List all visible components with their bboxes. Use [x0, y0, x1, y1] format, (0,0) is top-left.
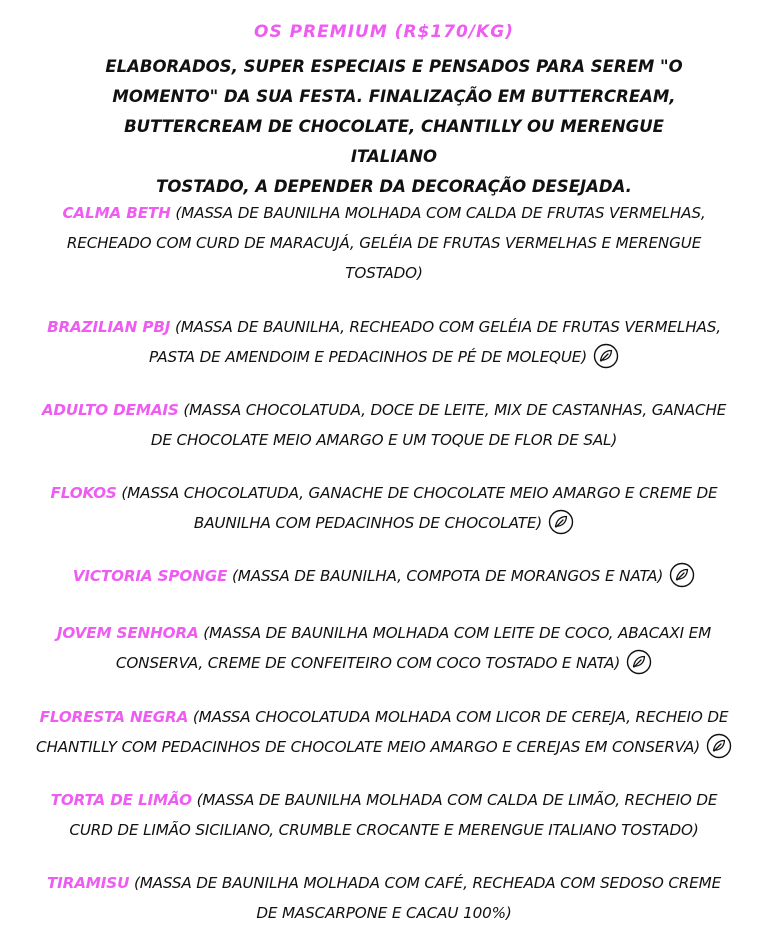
menu-item [20, 561, 748, 591]
menu-item-name: TORTA DE LIMÃO [50, 791, 192, 809]
intro-line: ELABORADOS, SUPER ESPECIAIS E PENSADOS PARA SEREM "O [105, 57, 683, 76]
menu-item-description: CHANTILLY COM PEDACINHOS DE CHOCOLATE MEIO AMARGO E CEREJAS EM CONSERVA) [36, 738, 700, 756]
menu-item-description: (MASSA CHOCOLATUDA MOLHADA COM LICOR DE CEREJA, RECHEIO DE [192, 708, 729, 726]
menu-item-line [20, 618, 748, 648]
menu-item-line [20, 785, 748, 815]
leaf-icon [706, 733, 732, 759]
menu-item-description: RECHEADO COM CURD DE MARACUJÁ, GELÉIA DE FRUTAS VERMELHAS E MERENGUE [66, 234, 702, 252]
menu-item-name: FLOKOS [50, 484, 117, 502]
menu-item [20, 702, 748, 762]
menu-item [20, 395, 748, 455]
menu-item-line [20, 342, 748, 372]
menu-item-description: CURD DE LIMÃO SICILIANO, CRUMBLE CROCANTE E MERENGUE ITALIANO TOSTADO) [69, 821, 699, 839]
menu-item-name: JOVEM SENHORA [56, 624, 199, 642]
menu-item-line [20, 648, 748, 678]
menu-item-line [20, 258, 748, 288]
menu-item-line [20, 478, 748, 508]
menu-item-line [20, 868, 748, 898]
menu-item-description: DE MASCARPONE E CACAU 100%) [256, 904, 512, 922]
section-title: OS PREMIUM (R$170/KG) [254, 22, 514, 42]
intro-line: MOMENTO" DA SUA FESTA. FINALIZAÇÃO EM BUTTERCREAM, [112, 87, 676, 106]
menu-item-name: BRAZILIAN PBJ [47, 318, 171, 336]
menu-item-description: (MASSA DE BAUNILHA, RECHEADO COM GELÉIA DE FRUTAS VERMELHAS, [174, 318, 721, 336]
menu-item-name: ADULTO DEMAIS [41, 401, 179, 419]
menu-item [20, 618, 748, 678]
menu-item-description: DE CHOCOLATE MEIO AMARGO E UM TOQUE DE FLOR DE SAL) [150, 431, 618, 449]
intro-line: TOSTADO, A DEPENDER DA DECORAÇÃO DESEJADA. [156, 177, 632, 196]
menu-item-line [20, 312, 748, 342]
leaf-icon [626, 649, 652, 675]
menu-item-description: (MASSA DE BAUNILHA MOLHADA COM CALDA DE FRUTAS VERMELHAS, [175, 204, 706, 222]
menu-item-description: PASTA DE AMENDOIM E PEDACINHOS DE PÉ DE MOLEQUE) [148, 348, 588, 366]
menu-item [20, 868, 748, 928]
section-intro [84, 52, 704, 202]
menu-item [20, 478, 748, 538]
leaf-icon [593, 343, 619, 369]
menu-item [20, 785, 748, 845]
menu-item-description: BAUNILHA COM PEDACINHOS DE CHOCOLATE) [193, 514, 543, 532]
menu-item-description: TOSTADO) [345, 264, 423, 282]
menu-item-description: (MASSA CHOCOLATUDA, DOCE DE LEITE, MIX DE CASTANHAS, GANACHE [183, 401, 727, 419]
menu-item-line [20, 815, 748, 845]
menu-item-line [20, 898, 748, 928]
menu-item-line [20, 228, 748, 258]
menu-item-description: (MASSA CHOCOLATUDA, GANACHE DE CHOCOLATE MEIO AMARGO E CREME DE [121, 484, 718, 502]
menu-item-description: (MASSA DE BAUNILHA MOLHADA COM CAFÉ, RECHEADA COM SEDOSO CREME [133, 874, 722, 892]
menu-item-line [20, 508, 748, 538]
menu-item-description: (MASSA DE BAUNILHA MOLHADA COM LEITE DE COCO, ABACAXI EM [203, 624, 712, 642]
intro-line: BUTTERCREAM DE CHOCOLATE, CHANTILLY OU MERENGUE ITALIANO [124, 117, 664, 166]
menu-item-line [20, 425, 748, 455]
menu-item-description: CONSERVA, CREME DE CONFEITEIRO COM COCO TOSTADO E NATA) [115, 654, 621, 672]
menu-item-name: TIRAMISU [46, 874, 130, 892]
menu-item [20, 198, 748, 288]
menu-item-name: FLORESTA NEGRA [39, 708, 189, 726]
menu-item [20, 312, 748, 372]
menu-item-line [20, 732, 748, 762]
menu-item-description: (MASSA DE BAUNILHA, COMPOTA DE MORANGOS E NATA) [231, 567, 664, 585]
menu-item-line [20, 561, 748, 591]
menu-item-name: VICTORIA SPONGE [72, 567, 228, 585]
menu-item-line [20, 702, 748, 732]
menu-item-line [20, 395, 748, 425]
menu-item-line [20, 198, 748, 228]
menu-item-name: CALMA BETH [62, 204, 171, 222]
leaf-icon [669, 562, 695, 588]
menu-item-description: (MASSA DE BAUNILHA MOLHADA COM CALDA DE LIMÃO, RECHEIO DE [196, 791, 718, 809]
leaf-icon [548, 509, 574, 535]
